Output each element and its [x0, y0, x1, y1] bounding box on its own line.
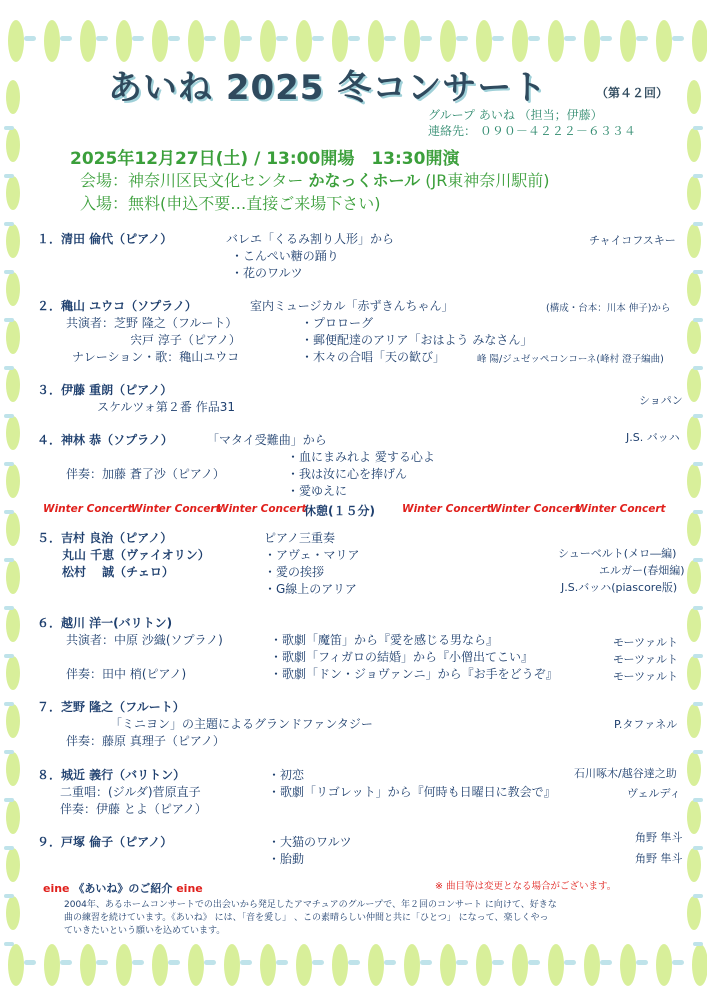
deco-dash-left — [4, 606, 14, 610]
p7-performer: ７．芝野 隆之（フルート） — [37, 700, 185, 714]
deco-oval-top — [548, 20, 564, 62]
intro-line-2: 曲の練習を続けています。《あいね》 には、「音を愛し」 、この素晴らしい仲間と共に「ひとつ」 になって、楽しくやっ — [64, 913, 549, 923]
p4-sub2: ・我は汝に心を捧げん — [287, 467, 408, 481]
deco-oval-left — [6, 80, 20, 114]
deco-oval-bottom — [116, 944, 132, 986]
deco-dash-bottom — [204, 960, 216, 965]
deco-dash-top — [456, 36, 468, 41]
deco-oval-top — [44, 20, 60, 62]
p9-comp1: 角野 隼斗 — [635, 831, 683, 844]
deco-oval-top — [404, 20, 420, 62]
deco-oval-right — [687, 80, 701, 114]
deco-dash-right — [693, 846, 703, 850]
deco-oval-left — [6, 416, 20, 450]
deco-oval-bottom — [44, 944, 60, 986]
deco-dash-left — [4, 366, 14, 370]
p1-piece: バレエ「くるみ割り人形」から — [226, 232, 395, 246]
deco-dash-left — [4, 798, 14, 802]
concert-title: あいね 2025 冬コンサート — [108, 68, 548, 108]
deco-oval-right — [687, 752, 701, 786]
deco-dash-top — [492, 36, 504, 41]
p5-performer2: 丸山 千恵（ヴァイオリン） — [62, 548, 210, 562]
deco-oval-left — [6, 128, 20, 162]
deco-dash-bottom — [312, 960, 324, 965]
deco-oval-left — [6, 848, 20, 882]
deco-oval-right — [687, 128, 701, 162]
deco-oval-bottom — [512, 944, 528, 986]
p8-sub2: ・歌劇「リゴレット」から『何時も日曜日に教会で』 — [268, 785, 556, 799]
deco-dash-right — [693, 702, 703, 706]
contact-info: 連絡先： ０９０－４２２２－６３３４ — [428, 124, 636, 138]
deco-oval-bottom — [80, 944, 96, 986]
deco-dash-top — [240, 36, 252, 41]
p8-comp1: 石川啄木/越谷達之助 — [574, 767, 677, 780]
deco-dash-bottom — [132, 960, 144, 965]
deco-oval-right — [687, 416, 701, 450]
intro-line-1: 2004年、あるホームコンサートでの出会いから発足したアマチュアのグループで、年２回のコンサート に向けて、好きな — [64, 900, 557, 910]
p2-performer: ２．穐山 ユウコ（ソプラノ） — [37, 299, 197, 313]
deco-dash-top — [384, 36, 396, 41]
deco-dash-top — [348, 36, 360, 41]
deco-oval-left — [6, 608, 20, 642]
deco-dash-left — [4, 510, 14, 514]
deco-oval-right — [687, 656, 701, 690]
group-name: グループ あいね （担当；伊藤） — [428, 108, 603, 122]
p5-sub3: ・G線上のアリア — [264, 582, 357, 596]
deco-oval-left — [6, 752, 20, 786]
p6-sub1: ・歌劇「魔笛」から『愛を感じる男なら』 — [270, 633, 499, 647]
p3-performer: ３．伊藤 重朗（ピアノ） — [37, 383, 173, 397]
deco-dash-right — [693, 942, 703, 946]
p8-accomp: 伴奏：伊藤 とよ（ピアノ） — [60, 802, 207, 816]
deco-oval-bottom — [584, 944, 600, 986]
deco-dash-left — [4, 846, 14, 850]
deco-oval-right — [687, 272, 701, 306]
deco-oval-left — [6, 176, 20, 210]
p5-performer3: 松村 誠（チェロ） — [62, 565, 174, 579]
event-admission: 入場：無料(申込不要…直接ご来場下さい) — [80, 194, 381, 213]
deco-oval-top — [656, 20, 672, 62]
p6-comp3: モーツァルト — [613, 670, 679, 683]
deco-oval-top — [692, 20, 707, 62]
p5-sub2: ・愛の挨拶 — [264, 565, 325, 579]
deco-dash-right — [693, 414, 703, 418]
deco-dash-top — [672, 36, 684, 41]
deco-oval-left — [6, 560, 20, 594]
deco-oval-top — [260, 20, 276, 62]
event-venue — [80, 168, 550, 191]
deco-oval-bottom — [332, 944, 348, 986]
deco-oval-right — [687, 512, 701, 546]
deco-oval-top — [152, 20, 168, 62]
p9-sub2: ・胎動 — [268, 852, 305, 866]
deco-dash-top — [24, 36, 36, 41]
deco-oval-top — [584, 20, 600, 62]
p1-performer: １．清田 倫代（ピアノ） — [37, 232, 173, 246]
deco-oval-bottom — [8, 944, 24, 986]
deco-oval-bottom — [188, 944, 204, 986]
intro-title: 《あいね》のご紹介 — [73, 882, 173, 895]
deco-oval-top — [80, 20, 96, 62]
deco-dash-left — [4, 654, 14, 658]
p7-piece: 「ミニヨン」の主題によるグランドファンタジー — [110, 717, 373, 731]
p2-co2: 宍戸 淳子（ピアノ） — [130, 333, 241, 347]
deco-dash-top — [276, 36, 288, 41]
deco-oval-right — [687, 704, 701, 738]
p6-comp2: モーツァルト — [613, 653, 679, 666]
p2-co1: 共演者：芝野 隆之（フルート） — [66, 316, 238, 330]
p5-comp3: J.S.バッハ(piascore版) — [561, 581, 678, 594]
p5-performer1: ５．吉村 良治（ピアノ） — [37, 531, 173, 545]
venue-name: かなっくホール — [308, 171, 421, 190]
deco-dash-bottom — [600, 960, 612, 965]
p4-sub3: ・愛ゆえに — [287, 484, 348, 498]
deco-oval-right — [687, 800, 701, 834]
deco-oval-bottom — [476, 944, 492, 986]
p7-accomp: 伴奏：藤原 真理子（ピアノ） — [66, 734, 225, 748]
p9-sub1: ・大猫のワルツ — [268, 835, 352, 849]
edition-number: （第４２回） — [596, 86, 669, 100]
p6-comp1: モーツァルト — [613, 636, 679, 649]
deco-dash-top — [528, 36, 540, 41]
venue-prefix: 会場：神奈川区民文化センター — [80, 171, 309, 190]
deco-dash-bottom — [456, 960, 468, 965]
deco-dash-left — [4, 942, 14, 946]
winter-concert-5: Winter Concert — [490, 503, 580, 515]
p9-performer: ９．戸塚 倫子（ピアノ） — [37, 835, 173, 849]
deco-oval-left — [6, 704, 20, 738]
deco-dash-left — [4, 318, 14, 322]
deco-oval-top — [116, 20, 132, 62]
deco-dash-bottom — [96, 960, 108, 965]
winter-concert-1: Winter Concert — [43, 503, 133, 515]
deco-oval-right — [687, 176, 701, 210]
deco-oval-bottom — [224, 944, 240, 986]
winter-concert-2: Winter Concert — [131, 503, 221, 515]
deco-dash-left — [4, 462, 14, 466]
deco-dash-right — [693, 894, 703, 898]
deco-dash-top — [420, 36, 432, 41]
deco-dash-bottom — [636, 960, 648, 965]
deco-dash-bottom — [276, 960, 288, 965]
deco-oval-bottom — [404, 944, 420, 986]
deco-dash-right — [693, 750, 703, 754]
deco-oval-left — [6, 368, 20, 402]
deco-oval-top — [476, 20, 492, 62]
deco-oval-right — [687, 224, 701, 258]
deco-dash-right — [693, 558, 703, 562]
deco-dash-right — [693, 222, 703, 226]
deco-dash-right — [693, 174, 703, 178]
deco-oval-bottom — [260, 944, 276, 986]
p4-piece: 「マタイ受難曲」から — [207, 433, 327, 447]
intro-heading — [43, 880, 203, 896]
deco-oval-bottom — [548, 944, 564, 986]
deco-dash-bottom — [168, 960, 180, 965]
p4-performer: ４．神林 恭（ソプラノ） — [37, 433, 173, 447]
p3-composer: ショパン — [639, 394, 683, 407]
deco-oval-top — [512, 20, 528, 62]
deco-oval-top — [440, 20, 456, 62]
p2-credit: (構成・台本：川本 伸子)から — [546, 303, 671, 314]
p2-sub3-credit: 峰 陽/ジュゼッペコンコーネ(峰村 澄子編曲) — [477, 354, 664, 365]
deco-oval-bottom — [296, 944, 312, 986]
p2-sub3: ・木々の合唱「天の歓び」 — [301, 350, 446, 364]
deco-oval-left — [6, 272, 20, 306]
deco-dash-top — [168, 36, 180, 41]
p6-performer: ６．越川 洋一(バリトン) — [37, 616, 173, 630]
intro-eine-1: eine — [43, 882, 70, 895]
p2-narration: ナレーション・歌：穐山ユウコ — [72, 350, 240, 364]
p4-accomp: 伴奏：加藤 蒼了沙（ピアノ） — [66, 467, 225, 481]
deco-oval-top — [296, 20, 312, 62]
p6-sub2: ・歌劇「フィガロの結婚」から『小僧出てこい』 — [270, 650, 534, 664]
deco-dash-right — [693, 606, 703, 610]
deco-dash-left — [4, 414, 14, 418]
winter-concert-3: Winter Concert — [217, 503, 307, 515]
p1-sub2: ・花のワルツ — [231, 266, 303, 280]
deco-oval-bottom — [692, 944, 707, 986]
p5-sub1: ・アヴェ・マリア — [264, 548, 360, 562]
deco-dash-right — [693, 126, 703, 130]
deco-oval-left — [6, 464, 20, 498]
deco-dash-bottom — [564, 960, 576, 965]
deco-dash-right — [693, 270, 703, 274]
change-note — [435, 878, 616, 892]
deco-oval-bottom — [152, 944, 168, 986]
deco-oval-right — [687, 608, 701, 642]
deco-oval-right — [687, 848, 701, 882]
deco-dash-bottom — [384, 960, 396, 965]
deco-oval-top — [224, 20, 240, 62]
deco-dash-left — [4, 750, 14, 754]
deco-oval-left — [6, 656, 20, 690]
deco-dash-top — [600, 36, 612, 41]
deco-dash-bottom — [492, 960, 504, 965]
deco-oval-top — [188, 20, 204, 62]
deco-oval-right — [687, 368, 701, 402]
deco-dash-left — [4, 222, 14, 226]
venue-suffix: (JR東神奈川駅前) — [420, 171, 550, 190]
deco-dash-right — [693, 510, 703, 514]
p1-composer: チャイコフスキー — [589, 234, 676, 247]
p1-sub1: ・こんぺい糖の踊り — [231, 249, 339, 263]
p8-performer: ８．城近 義行（バリトン） — [37, 768, 186, 782]
deco-dash-top — [96, 36, 108, 41]
deco-oval-top — [368, 20, 384, 62]
intro-line-3: ていきたいという願いを込めています。 — [64, 926, 226, 936]
deco-oval-left — [6, 800, 20, 834]
deco-dash-top — [312, 36, 324, 41]
p5-comp2: エルガー(春畑編) — [599, 564, 685, 577]
p6-sub3: ・歌劇「ドン・ジョヴァンニ」から『お手をどうぞ』 — [270, 667, 558, 681]
deco-dash-bottom — [672, 960, 684, 965]
deco-dash-top — [204, 36, 216, 41]
intro-eine-2: eine — [176, 882, 203, 895]
p8-comp2: ヴェルディ — [627, 787, 681, 800]
deco-dash-right — [693, 654, 703, 658]
winter-concert-4: Winter Concert — [402, 503, 492, 515]
deco-dash-bottom — [528, 960, 540, 965]
deco-dash-left — [4, 270, 14, 274]
deco-dash-top — [132, 36, 144, 41]
deco-dash-bottom — [348, 960, 360, 965]
deco-dash-bottom — [24, 960, 36, 965]
p8-co: 二重唱：(ジルダ)菅原直子 — [60, 785, 201, 799]
p3-piece: スケルツォ第２番 作品31 — [97, 400, 236, 414]
deco-dash-top — [564, 36, 576, 41]
deco-dash-left — [4, 702, 14, 706]
deco-dash-left — [4, 126, 14, 130]
p6-co: 共演者：中原 沙織(ソプラノ) — [66, 633, 223, 647]
p2-sub1: ・プロローグ — [301, 316, 374, 330]
deco-dash-right — [693, 318, 703, 322]
p6-accomp: 伴奏：田中 梢(ピアノ) — [66, 667, 187, 681]
deco-dash-right — [693, 366, 703, 370]
p2-piece: 室内ミュージカル「赤ずきんちゃん」 — [250, 299, 454, 313]
deco-dash-bottom — [420, 960, 432, 965]
intermission-label: 休憩(１５分) — [304, 504, 375, 518]
p4-sub1: ・血にまみれよ 愛する心よ — [287, 450, 435, 464]
deco-oval-left — [6, 896, 20, 930]
deco-dash-bottom — [60, 960, 72, 965]
deco-dash-bottom — [240, 960, 252, 965]
p8-sub1: ・初恋 — [268, 768, 305, 782]
deco-oval-left — [6, 320, 20, 354]
p4-composer: J.S. バッハ — [626, 431, 680, 444]
deco-oval-bottom — [440, 944, 456, 986]
p5-piece: ピアノ三重奏 — [264, 531, 336, 545]
p7-composer: P.タファネル — [614, 718, 678, 731]
deco-oval-top — [332, 20, 348, 62]
p5-comp1: シューベルト(メロ―編) — [558, 547, 677, 560]
deco-dash-left — [4, 558, 14, 562]
deco-oval-right — [687, 464, 701, 498]
deco-dash-left — [4, 894, 14, 898]
deco-oval-right — [687, 320, 701, 354]
deco-dash-right — [693, 798, 703, 802]
deco-oval-bottom — [656, 944, 672, 986]
deco-dash-right — [693, 462, 703, 466]
deco-dash-left — [4, 174, 14, 178]
winter-concert-6: Winter Concert — [576, 503, 666, 515]
deco-oval-bottom — [620, 944, 636, 986]
deco-dash-top — [60, 36, 72, 41]
note-mark-text: ※ 曲目等は変更となる場合がございます。 — [435, 881, 617, 892]
deco-oval-left — [6, 512, 20, 546]
event-datetime: 2025年12月27日(土) / 13:00開場 13:30開演 — [70, 149, 460, 169]
deco-oval-right — [687, 896, 701, 930]
deco-oval-top — [620, 20, 636, 62]
deco-oval-right — [687, 560, 701, 594]
deco-oval-bottom — [368, 944, 384, 986]
deco-oval-left — [6, 224, 20, 258]
deco-dash-top — [636, 36, 648, 41]
deco-oval-top — [8, 20, 24, 62]
p9-comp2: 角野 隼斗 — [635, 852, 683, 865]
p2-sub2: ・郵便配達のアリア「おはよう みなさん」 — [301, 333, 533, 347]
